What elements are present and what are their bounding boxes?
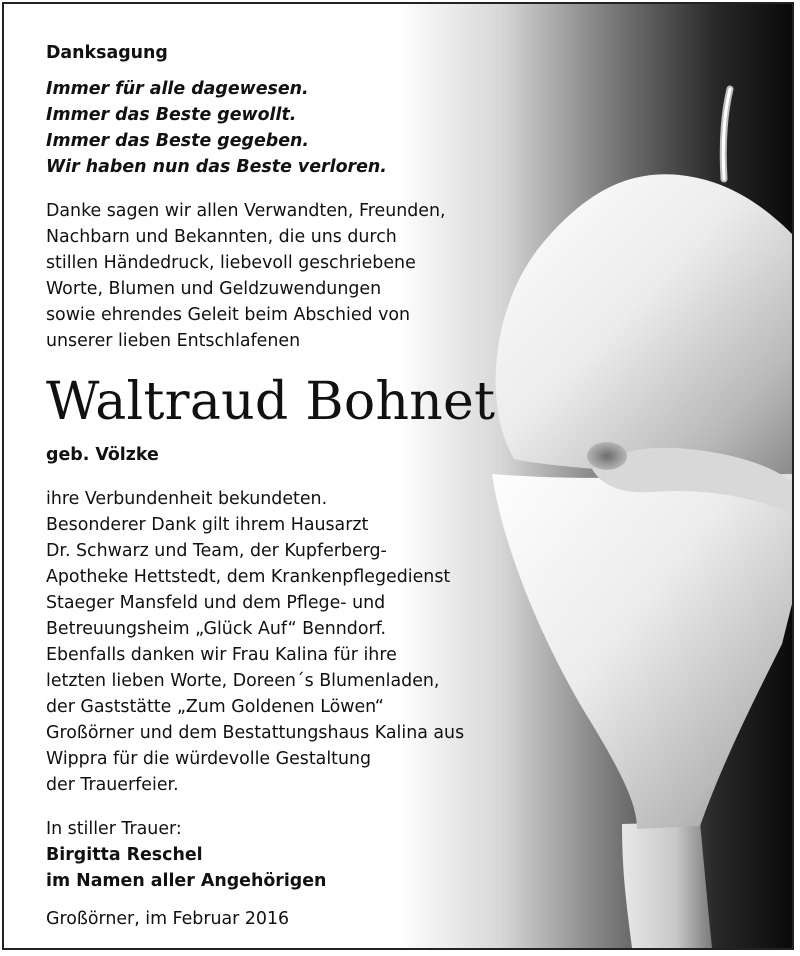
body-line: Dr. Schwarz und Team, der Kupferberg- (46, 541, 387, 561)
poem-line: Immer das Beste gegeben. (46, 131, 310, 151)
on-behalf-line: im Namen aller Angehörigen (46, 871, 327, 891)
intro-line: unserer lieben Entschlafenen (46, 331, 301, 351)
calla-lily-image (472, 4, 792, 948)
body-line: Besonderer Dank gilt ihrem Hausarzt (46, 515, 369, 535)
poem-line: Wir haben nun das Beste verloren. (46, 157, 387, 177)
intro-line: Nachbarn und Bekannten, die uns durch (46, 227, 397, 247)
body-line: der Trauerfeier. (46, 775, 179, 795)
body-line: Staeger Mansfeld und dem Pflege- und (46, 593, 386, 613)
intro-line: stillen Händedruck, liebevoll geschriebene (46, 253, 416, 273)
birth-name: geb. Völzke (46, 445, 159, 465)
mourning-intro: In stiller Trauer: (46, 819, 182, 839)
body-line: Großörner und dem Bestattungshaus Kalina aus (46, 723, 465, 743)
intro-line: sowie ehrendes Geleit beim Abschied von (46, 305, 411, 325)
body-line: Apotheke Hettstedt, dem Krankenpflegedienst (46, 567, 451, 587)
body-line: ihre Verbundenheit bekundeten. (46, 489, 328, 509)
body-line: Wippra für die würdevolle Gestaltung (46, 749, 372, 769)
heading: Danksagung (46, 43, 168, 63)
deceased-name: Waltraud Bohnet (46, 372, 496, 432)
obituary-card (2, 2, 794, 950)
signatory-name: Birgitta Reschel (46, 845, 203, 865)
body-line: der Gaststätte „Zum Goldenen Löwen“ (46, 697, 384, 717)
poem-line: Immer für alle dagewesen. (46, 79, 309, 99)
body-line: Ebenfalls danken wir Frau Kalina für ihre (46, 645, 397, 665)
intro-line: Danke sagen wir allen Verwandten, Freunden, (46, 201, 446, 221)
body-line: letzten lieben Worte, Doreen´s Blumenladen, (46, 671, 440, 691)
poem-line: Immer das Beste gewollt. (46, 105, 297, 125)
body-line: Betreuungsheim „Glück Auf“ Benndorf. (46, 619, 386, 639)
intro-line: Worte, Blumen und Geldzuwendungen (46, 279, 382, 299)
place-date: Großörner, im Februar 2016 (46, 909, 290, 929)
